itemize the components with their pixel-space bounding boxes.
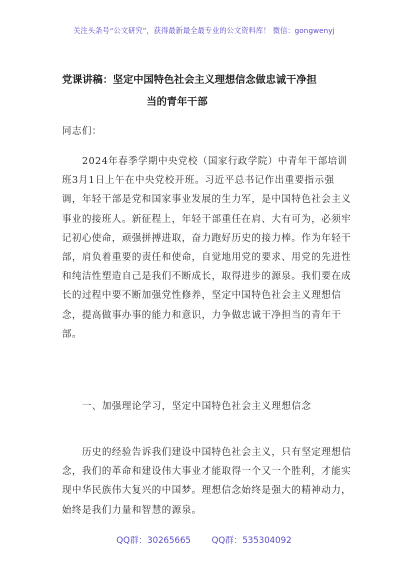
paragraph-intro: 2024年春季学期中央党校（国家行政学院）中青年干部培训班3月1日上午在中央党校开班。习近平总书记作出重要指示强调，年轻干部是党和国家事业发展的生力军，是中国特色社会主义事业的接班人。新征程上，年轻干部重任在肩、大有可为，必须牢记初心使命，顽强拼搏进取，奋力跑好历史的接力棒。作为年轻干部，肩负着重要的责任和使命，自觉地用党的要求、用党的先进性和纯洁性塑造自己是我们不断成长，取得进步的源泉。我们要在成长的过程中要不断加强党性修养，坚定中国特色社会主义理想信念，提高做事办事的能力和意识，力争做忠诚干净担当的青年干部。 (62, 156, 352, 340)
document-title-line1: 党课讲稿：坚定中国特色社会主义理想信念做忠诚干净担 (62, 75, 317, 86)
document-title-line2: 当的青年干部 (146, 97, 208, 108)
document-title (62, 70, 352, 114)
paragraph-section-1: 历史的经验告诉我们建设中国特色社会主义，只有坚定理想信念，我们的革命和建设伟大事业才能取得一个又一个胜利，才能实现中华民族伟大复兴的中国梦。理想信念始终是强大的精神动力，始终是我们力量和智慧的源泉。 (62, 447, 352, 516)
footer-contacts (0, 534, 408, 546)
footer-qq-group-1: QQ群：30265665 (116, 536, 191, 546)
header-banner: 关注头条号“公文研究”，获得最新最全最专业的公文资料库！ 微信：gongwenyj (73, 26, 335, 35)
greeting: 同志们： (62, 126, 102, 137)
section-heading-1: 一、加强理论学习，坚定中国特色社会主义理想信念 (82, 401, 312, 412)
footer-qq-group-2: QQ群：535304092 (211, 536, 292, 546)
